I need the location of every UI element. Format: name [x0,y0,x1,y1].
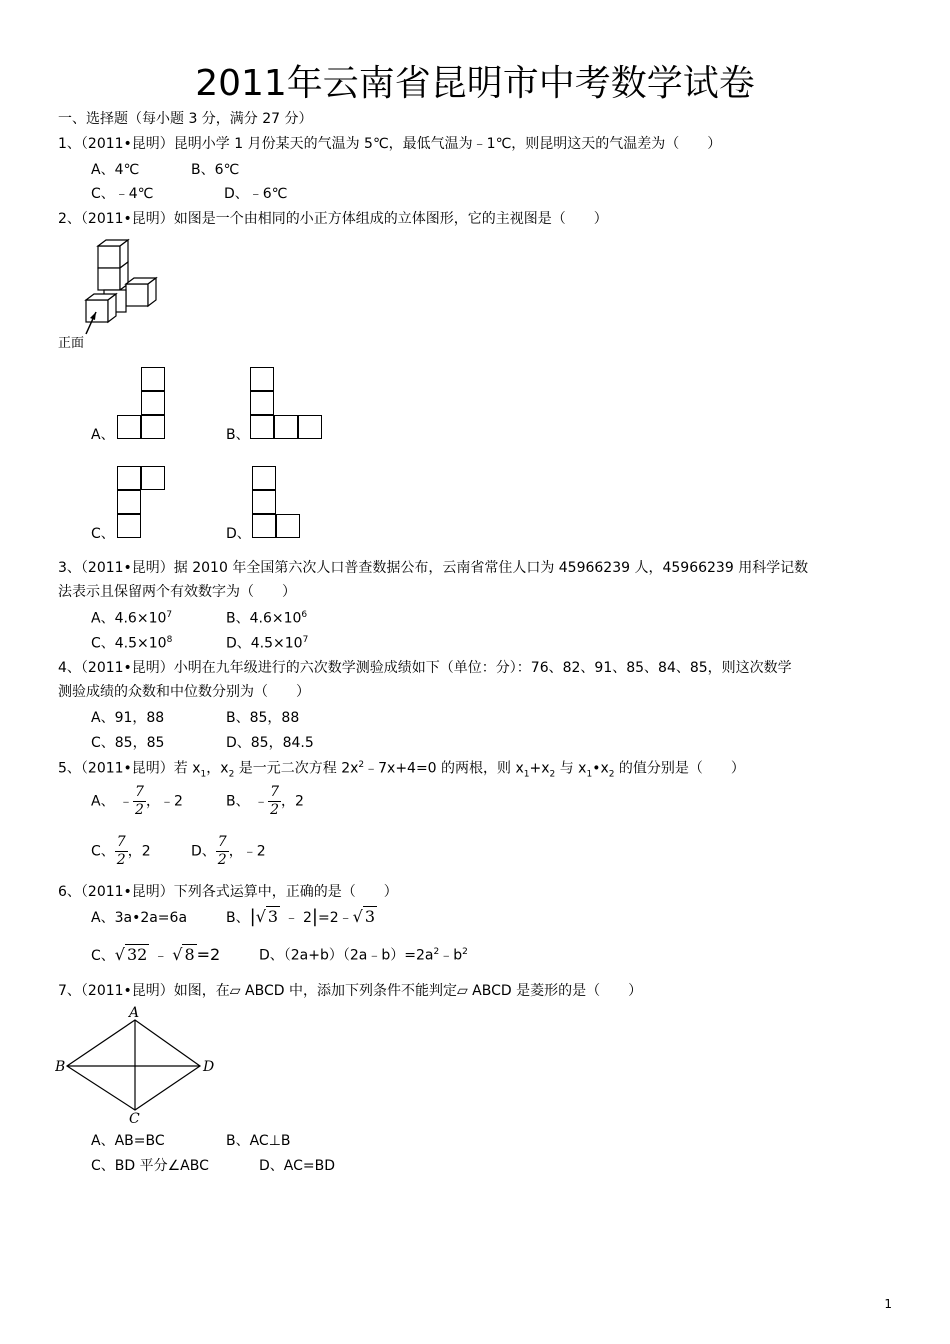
q6-option-a: A、3a•2a=6a [91,910,188,926]
q7-option-c: C、BD 平分∠ABC [91,1158,209,1174]
q1-stem: 1、（2011•昆明）昆明小学 1 月份某天的气温为 5℃，最低气温为﹣1℃，则昆明这天的气温差为（ ） [58,136,722,152]
q7-rhombus-figure [55,1005,220,1125]
q5-option-d: D、 $\frac{7}{2}$ ，﹣2 [191,834,266,868]
q6-option-d: D、$(2a+b)(2a﹣b)=2a^2﹣b^2$ [259,947,468,964]
q7-vertex-d: D [203,1059,215,1075]
q1-option-b: B、6℃ [191,162,240,178]
q2-option-c: C、 [91,526,115,542]
q7-vertex-a: A [129,1005,140,1021]
q6-option-c: C、√ 32 ﹣ √ 8 =2 [91,945,221,964]
q6-option-b: B、|√ 3 ﹣ 2|=2﹣√ 3 [226,906,375,927]
q1-option-c: C、﹣4℃ [91,186,154,202]
q3-option-d: D、$4.5\times 10^7$ [226,635,309,652]
q2-stem: 2、（2011•昆明）如图是一个由相同的小正方体组成的立体图形，它的主视图是（ ） [58,211,608,227]
q2-option-b: B、 [226,427,250,443]
q4-option-a: A、91，88 [91,710,165,726]
q5-stem: 5、（2011•昆明）若 $x_1$，$x_2$ 是一元二次方程 $2x^2﹣7x+4=0$ 的两根，则 $x_1+x_2$ 与 $x_1•x_2$ 的值分别是（ ） [58,760,745,780]
q1-option-d: D、﹣6℃ [224,186,288,202]
q2-option-a: A、 [91,427,115,443]
q6-stem: 6、（2011•昆明）下列各式运算中，正确的是（ ） [58,884,398,900]
q7-stem: 7、（2011•昆明）如图，在▱ ABCD 中，添加下列条件不能判定▱ ABCD 是菱形的是（ ） [58,983,643,999]
q4-stem-line2: 测验成绩的众数和中位数分别为（ ） [58,684,310,700]
q7-option-a: A、AB=BC [91,1133,165,1149]
q2-figure-a [117,367,167,441]
page-number: 1 [884,1297,892,1311]
q3-option-b: B、$4.6\times 10^6$ [226,610,308,627]
q4-option-b: B、85，88 [226,710,300,726]
q7-parallelogram [67,1020,200,1110]
q5-option-c: C、 $\frac{7}{2}$ ，2 [91,834,151,868]
q7-option-b: B、AC⊥B [226,1133,291,1149]
q2-cube-figure [78,238,158,338]
q3-stem-line2: 法表示且保留两个有效数字为（ ） [58,584,296,600]
q7-vertex-c: C [129,1111,140,1125]
page-title: 2011年云南省昆明市中考数学试卷 [195,63,755,104]
q3-option-a: A、$4.6\times 10^7$ [91,610,173,627]
q7-vertex-b: B [55,1059,66,1075]
q3-stem-line1: 3、（2011•昆明）据 2010 年全国第六次人口普查数据公布，云南省常住人口为 45966239 人，45966239 用科学记数 [58,560,809,576]
q4-stem-line1: 4、（2011•昆明）小明在九年级进行的六次数学测验成绩如下（单位：分）：76、82、91、85、84、85，则这次数学 [58,660,792,676]
q2-front-label: 正面 [58,336,85,351]
q2-option-d: D、 [226,526,251,542]
q5-option-a: A、 ﹣ $\frac{7}{2}$ ，﹣2 [91,784,183,818]
q2-figure-d [252,466,302,540]
section-heading: 一、选择题（每小题 3 分，满分 27 分） [58,111,313,127]
q2-figure-c [117,466,167,540]
q4-option-c: C、85，85 [91,735,165,751]
q2-figure-b [250,367,326,441]
q1-option-a: A、4℃ [91,162,140,178]
q4-option-d: D、85，84.5 [226,735,314,751]
q5-option-b: B、 ﹣ $\frac{7}{2}$ ，2 [226,784,304,818]
q7-option-d: D、AC=BD [259,1158,336,1174]
q3-option-c: C、$4.5\times 10^8$ [91,635,173,652]
